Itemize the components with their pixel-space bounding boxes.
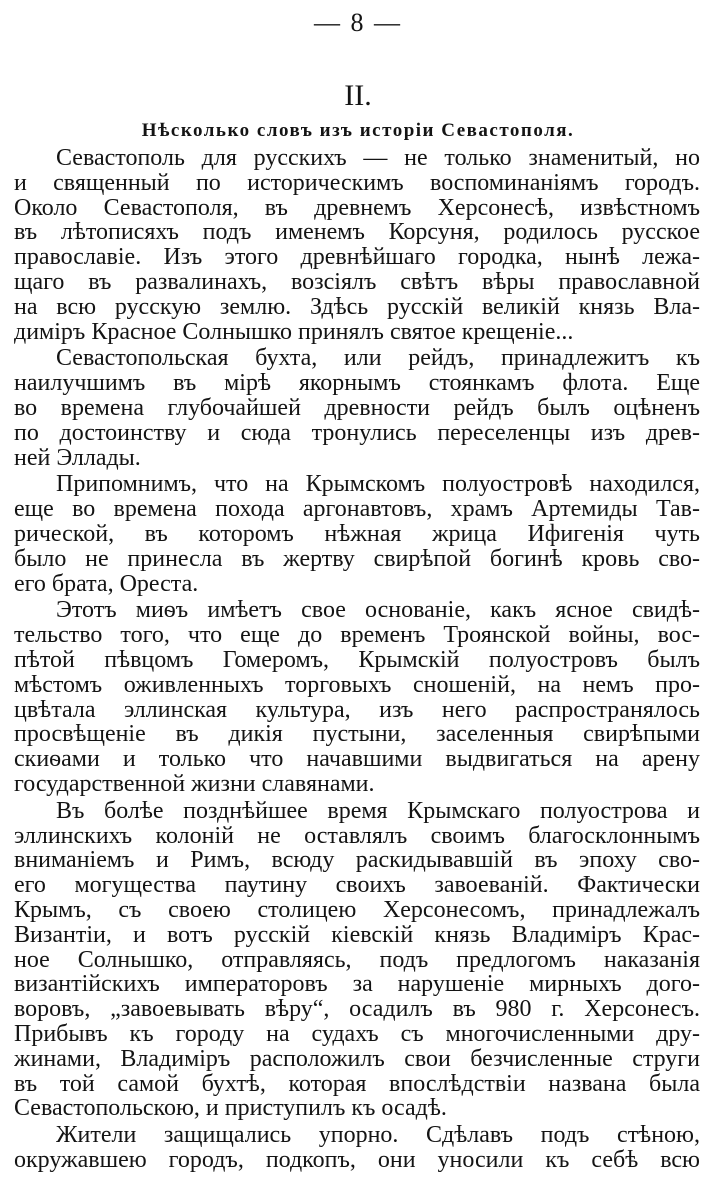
section-title: Нѣсколько словъ изъ исторіи Севастополя. [141,120,575,141]
text-line: мѣстомъ оживленныхъ торговыхъ сношеній, на немъ про- [14,673,700,697]
text-line: димiръ Красное Солнышко принялъ святое крещеніе... [14,320,574,344]
text-line: жинами, Владиміръ расположилъ свои безчисленные струги [14,1047,700,1071]
text-line: православіе. Изъ этого древнѣйшаго городка, нынѣ лежа- [14,245,700,269]
text-line: окружавшею городъ, подкопъ, они уносили къ себѣ всю [14,1148,700,1172]
text-line: Византіи, и вотъ русскій кіевскій князь Владиміръ Крас- [14,923,700,947]
text-line: Севастопольская бухта, или рейдъ, принадлежитъ къ [56,346,700,370]
text-line: и священный по историческимъ воспоминаніямъ городъ. [14,171,700,195]
text-line: скиѳами и только что начавшими выдвигаться на арену [14,747,700,771]
text-line: еще во времена похода аргонавтовъ, храмъ Артемиды Тав- [14,497,700,521]
text-line: ное Солнышко, отправляясь, подъ предлогомъ наказанія [14,948,700,972]
text-line: щаго въ развалинахъ, возсіялъ свѣтъ вѣры православной [14,270,700,294]
text-line: Крымъ, съ своею столицею Херсонесомъ, принадлежалъ [14,898,700,922]
text-line: Около Севастополя, въ древнемъ Херсонесѣ, извѣстномъ [14,196,700,220]
text-line: цвѣтала эллинская культура, изъ него распространялось [14,698,700,722]
text-line: на всю русскую землю. Здѣсь русскій великій князь Вла- [14,295,700,319]
text-line: Жители защищались упорно. Сдѣлавъ подъ стѣною, [56,1123,700,1147]
text-line: во времена глубочайшей древности рейдъ былъ оцѣненъ [14,396,700,420]
chapter-heading: II. [344,79,372,112]
text-line: наилучшимъ въ мірѣ якорнымъ стоянкамъ флота. Еще [14,371,700,395]
text-line: пѣтой пѣвцомъ Гомеромъ, Крымскій полуостровъ былъ [14,648,700,672]
text-line: византійскихъ императоровъ за нарушеніе мирныхъ дого- [14,972,700,996]
text-line: его могущества паутину своихъ завоеваній. Фактически [14,873,700,897]
text-line: просвѣщеніе въ дикія пустыни, заселенныя свирѣпыми [14,722,700,746]
text-line: тельство того, что еще до временъ Троянской войны, вос- [14,623,700,647]
text-line: вниманіемъ и Римъ, всюду раскидывавшій въ эпоху сво- [14,848,700,872]
text-line: Севастополь для русскихъ — не только знаменитый, но [56,146,700,170]
text-line: Севастопольскою, и приступилъ къ осадѣ. [14,1096,447,1120]
text-line: эллинскихъ колоній не оставлялъ своимъ благосклоннымъ [14,824,700,848]
text-line: Прибывъ къ городу на судахъ съ многочисленными дру- [14,1022,700,1046]
text-line: въ той самой бухтѣ, которая впослѣдствіи названа была [14,1072,700,1096]
page-number: — 8 — [314,8,402,37]
text-line: рической, въ которомъ нѣжная жрица Ифигенія чуть [14,522,700,546]
text-line: Въ болѣе позднѣйшее время Крымскаго полуострова и [56,799,700,823]
text-line: въ лѣтописяхъ подъ именемъ Корсуня, родилось русское [14,220,700,244]
text-line: Этотъ миѳъ имѣетъ свое основаніе, какъ ясное свидѣ- [56,598,700,622]
text-line: ней Эллады. [14,446,141,470]
text-line: государственной жизни славянами. [14,772,375,796]
text-line: было не принесла въ жертву свирѣпой богинѣ кровь сво- [14,547,700,571]
text-line: Припомнимъ, что на Крымскомъ полуостровѣ находился, [56,472,700,496]
text-line: его брата, Ореста. [14,572,199,596]
text-line: по достоинству и сюда тронулись переселенцы изъ древ- [14,421,700,445]
text-line: воровъ, „завоевывать вѣру“, осадилъ въ 980 г. Херсонесъ. [14,997,700,1021]
